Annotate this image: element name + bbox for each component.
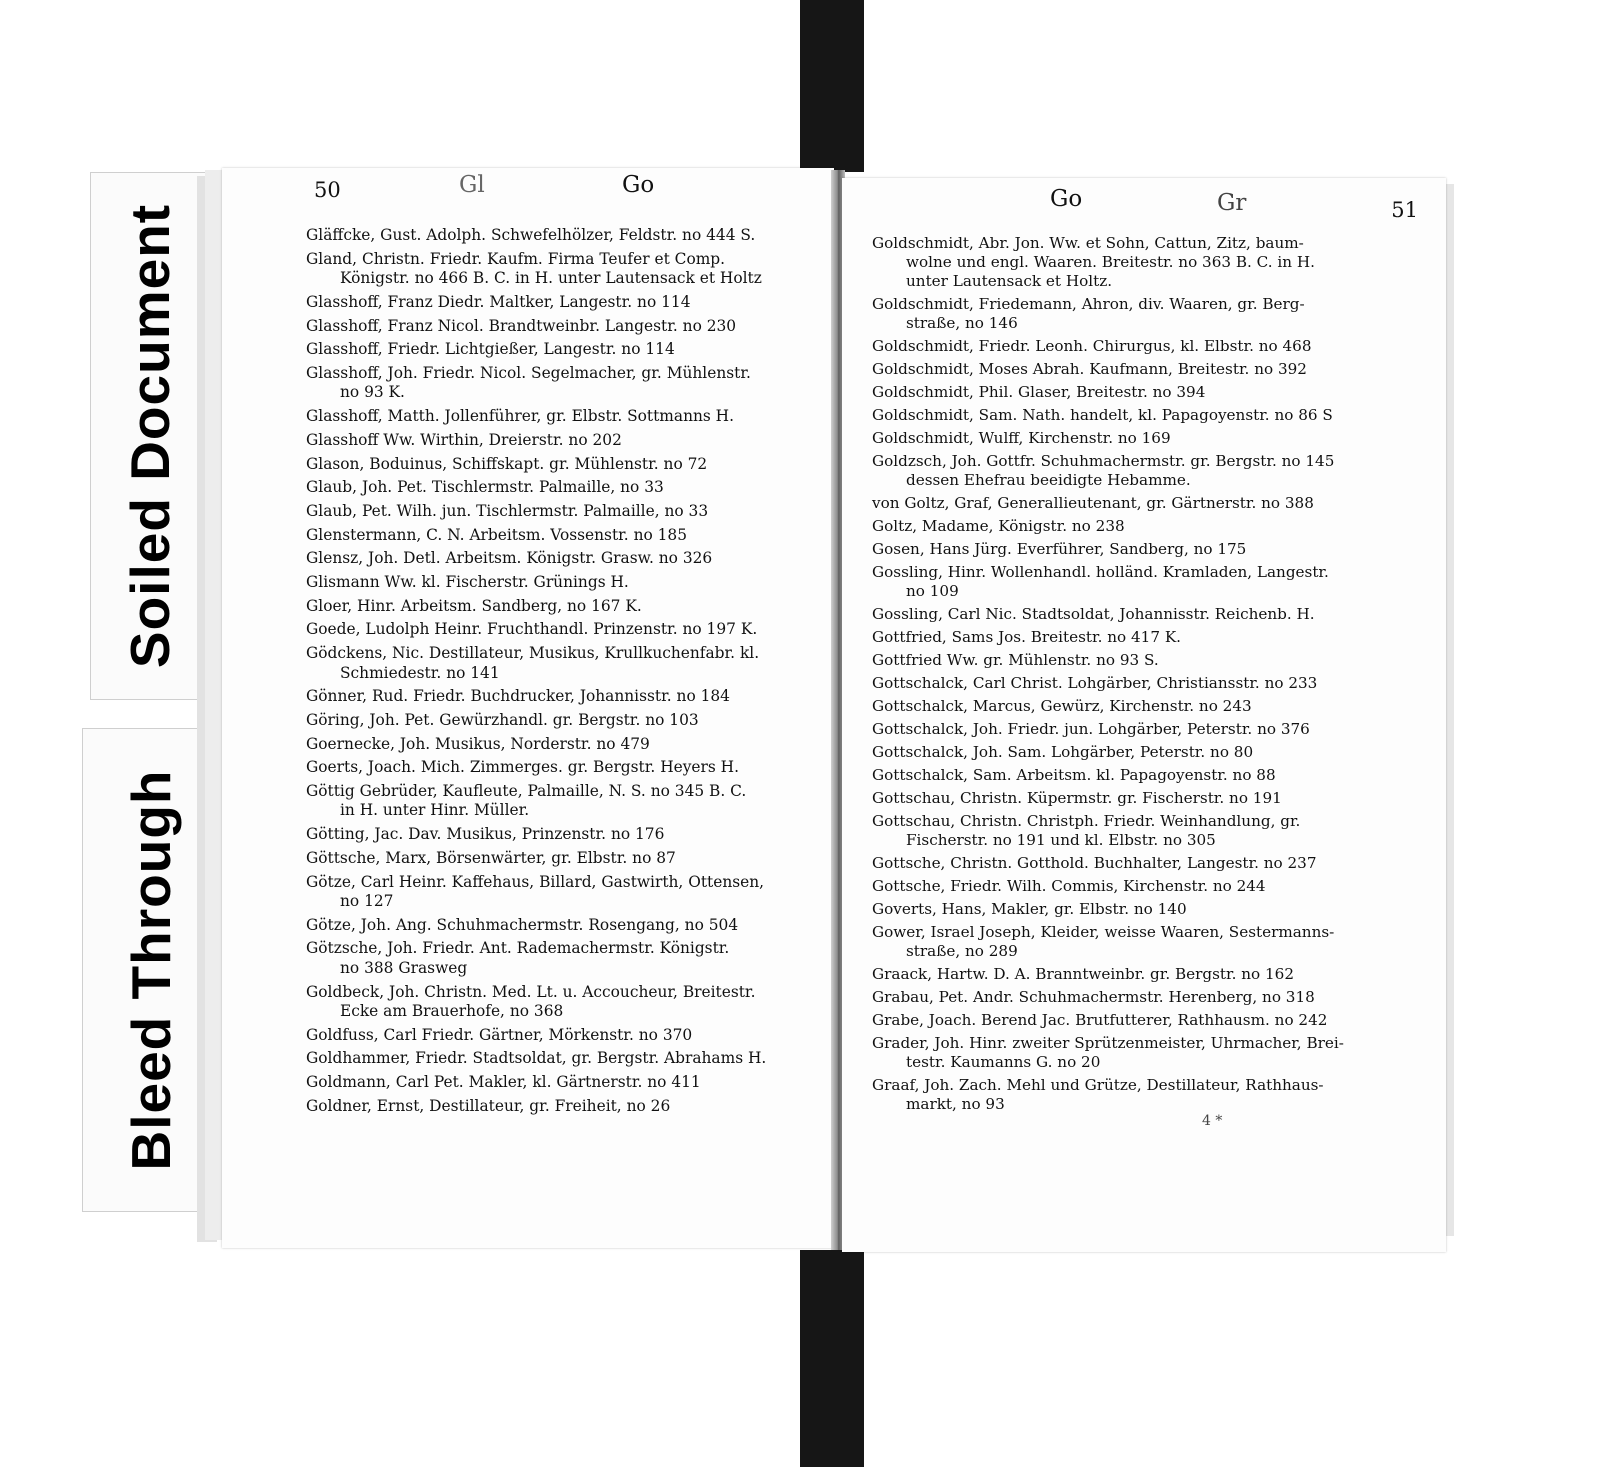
directory-entry: Goldner, Ernst, Destillateur, gr. Freiheit, no 26: [306, 1096, 671, 1115]
soiled-document-label: Soiled Document: [119, 203, 181, 669]
bleed-through-label: Bleed Through: [120, 769, 182, 1171]
soiled-document-tab: [90, 172, 210, 700]
signature-mark: 4 *: [1202, 1113, 1223, 1129]
directory-entry: Gottschalck, Sam. Arbeitsm. kl. Papagoyenstr. no 88: [872, 766, 1276, 784]
directory-entry: Goldhammer, Friedr. Stadtsoldat, gr. Bergstr. Abrahams H.: [306, 1049, 767, 1068]
directory-entry: Goerts, Joach. Mich. Zimmerges. gr. Bergstr. Heyers H.: [306, 758, 739, 777]
directory-entry: Goverts, Hans, Makler, gr. Elbstr. no 140: [872, 900, 1187, 918]
left-page: [222, 168, 834, 1248]
right-page: [842, 178, 1446, 1252]
directory-entry: Götze, Joh. Ang. Schuhmachermstr. Rosengang, no 504: [306, 915, 739, 934]
directory-entry: Goldschmidt, Sam. Nath. handelt, kl. Papagoyenstr. no 86 S: [872, 406, 1333, 424]
running-header-next: Gr: [1217, 190, 1247, 216]
directory-entry: Gottschalck, Joh. Sam. Lohgärber, Peterstr. no 80: [872, 743, 1254, 761]
directory-entry: Götze, Carl Heinr. Kaffehaus, Billard, Gastwirth, Ottensen, no 127: [306, 872, 765, 910]
directory-entry: Gottschalck, Carl Christ. Lohgärber, Christiansstr. no 233: [872, 674, 1318, 692]
directory-entry: Glaub, Pet. Wilh. jun. Tischlermstr. Palmaille, no 33: [306, 501, 709, 520]
directory-entry: Goede, Ludolph Heinr. Fruchthandl. Prinzenstr. no 197 K.: [306, 620, 758, 639]
directory-entry: Graaf, Joh. Zach. Mehl und Grütze, Destillateur, Rathhaus- markt, no 93: [872, 1076, 1324, 1113]
directory-entries: [872, 234, 1410, 1118]
directory-entry: Goernecke, Joh. Musikus, Norderstr. no 479: [306, 734, 650, 753]
directory-entries: [306, 226, 806, 1121]
directory-entry: Götting, Jac. Dav. Musikus, Prinzenstr. no 176: [306, 825, 665, 844]
directory-entry: Gloer, Hinr. Arbeitsm. Sandberg, no 167 K.: [306, 596, 642, 615]
directory-entry: von Goltz, Graf, Generallieutenant, gr. Gärtnerstr. no 388: [872, 494, 1314, 512]
directory-entry: Gottschalck, Marcus, Gewürz, Kirchenstr. no 243: [872, 697, 1252, 715]
directory-entry: Goldschmidt, Moses Abrah. Kaufmann, Breitestr. no 392: [872, 360, 1307, 378]
directory-entry: Goldschmidt, Wulff, Kirchenstr. no 169: [872, 429, 1171, 447]
directory-entry: Graack, Hartw. D. A. Branntweinbr. gr. Bergstr. no 162: [872, 965, 1295, 983]
directory-entry: Goldfuss, Carl Friedr. Gärtner, Mörkenstr. no 370: [306, 1025, 693, 1044]
directory-entry: Glason, Boduinus, Schiffskapt. gr. Mühlenstr. no 72: [306, 454, 708, 473]
directory-entry: Goldschmidt, Phil. Glaser, Breitestr. no 394: [872, 383, 1206, 401]
directory-entry: Gottsche, Christn. Gotthold. Buchhalter, Langestr. no 237: [872, 854, 1317, 872]
page-number: 50: [314, 178, 341, 202]
directory-entry: Goldschmidt, Friedr. Leonh. Chirurgus, kl. Elbstr. no 468: [872, 337, 1312, 355]
directory-entry: Gläffcke, Gust. Adolph. Schwefelhölzer, Feldstr. no 444 S.: [306, 226, 756, 244]
directory-entry: Glismann Ww. kl. Fischerstr. Grünings H.: [306, 572, 629, 591]
directory-entry: Goldmann, Carl Pet. Makler, kl. Gärtnerstr. no 411: [306, 1073, 701, 1092]
directory-entry: Glenstermann, C. N. Arbeitsm. Vossenstr. no 185: [306, 525, 688, 544]
directory-entry: Glasshoff Ww. Wirthin, Dreierstr. no 202: [306, 430, 622, 449]
directory-entry: Gottschau, Christn. Christph. Friedr. Weinhandlung, gr. Fischerstr. no 191 und kl. Elbstr. no 305: [872, 812, 1301, 849]
directory-entry: Grabau, Pet. Andr. Schuhmachermstr. Herenberg, no 318: [872, 988, 1315, 1006]
directory-entry: Grader, Joh. Hinr. zweiter Sprützenmeister, Uhrmacher, Brei- testr. Kaumanns G. no 20: [872, 1034, 1344, 1071]
binding-ribbon-bottom: [800, 1250, 864, 1467]
directory-entry: Gödckens, Nic. Destillateur, Musikus, Krullkuchenfabr. kl. Schmiedestr. no 141: [306, 644, 760, 682]
directory-entry: Götzsche, Joh. Friedr. Ant. Rademachermstr. Königstr. no 388 Grasweg: [306, 939, 730, 977]
directory-entry: Glasshoff, Franz Nicol. Brandtweinbr. Langestr. no 230: [306, 316, 737, 335]
running-header-faded: Gl: [459, 172, 485, 198]
directory-entry: Gottsche, Friedr. Wilh. Commis, Kirchenstr. no 244: [872, 877, 1266, 895]
directory-entry: Gönner, Rud. Friedr. Buchdrucker, Johannisstr. no 184: [306, 687, 730, 706]
directory-entry: Glensz, Joh. Detl. Arbeitsm. Königstr. Grasw. no 326: [306, 549, 713, 568]
directory-entry: Gottfried, Sams Jos. Breitestr. no 417 K.: [872, 628, 1181, 646]
directory-entry: Gossling, Carl Nic. Stadtsoldat, Johannisstr. Reichenb. H.: [872, 605, 1315, 623]
directory-entry: Gottfried Ww. gr. Mühlenstr. no 93 S.: [872, 651, 1159, 669]
directory-entry: Göring, Joh. Pet. Gewürzhandl. gr. Bergstr. no 103: [306, 710, 699, 729]
directory-entry: Glasshoff, Friedr. Lichtgießer, Langestr. no 114: [306, 340, 675, 359]
directory-entry: Gland, Christn. Friedr. Kaufm. Firma Teufer et Comp. Königstr. no 466 B. C. in H. unter Lautensack et Holtz: [306, 249, 762, 288]
directory-entry: Gosen, Hans Jürg. Everführer, Sandberg, no 175: [872, 540, 1247, 558]
running-header: Go: [1050, 186, 1083, 212]
directory-entry: Goldbeck, Joh. Christn. Med. Lt. u. Accoucheur, Breitestr. Ecke am Brauerhofe, no 368: [306, 982, 756, 1021]
directory-entry: Goldzsch, Joh. Gottfr. Schuhmachermstr. gr. Bergstr. no 145 dessen Ehefrau beeidigte Hebamme.: [872, 452, 1335, 489]
directory-entry: Grabe, Joach. Berend Jac. Brutfutterer, Rathhausm. no 242: [872, 1011, 1328, 1029]
directory-entry: Goltz, Madame, Königstr. no 238: [872, 517, 1125, 535]
directory-entry: Göttsche, Marx, Börsenwärter, gr. Elbstr. no 87: [306, 848, 676, 867]
directory-entry: Göttig Gebrüder, Kaufleute, Palmaille, N. S. no 345 B. C. in H. unter Hinr. Müller.: [306, 781, 747, 820]
binding-ribbon-top: [800, 0, 864, 172]
directory-entry: Gottschalck, Joh. Friedr. jun. Lohgärber, Peterstr. no 376: [872, 720, 1310, 738]
directory-entry: Glasshoff, Franz Diedr. Maltker, Langestr. no 114: [306, 292, 691, 311]
page-number: 51: [1391, 198, 1418, 222]
running-header: Go: [622, 172, 655, 198]
directory-entry: Gower, Israel Joseph, Kleider, weisse Waaren, Sestermanns- straße, no 289: [872, 923, 1335, 960]
directory-entry: Glaub, Joh. Pet. Tischlermstr. Palmaille, no 33: [306, 478, 664, 497]
directory-entry: Goldschmidt, Abr. Jon. Ww. et Sohn, Cattun, Zitz, baum- wolne und engl. Waaren. Breitestr. no 363 B. C. in H. unter Lautensack et Holtz.: [872, 234, 1315, 290]
directory-entry: Goldschmidt, Friedemann, Ahron, div. Waaren, gr. Berg- straße, no 146: [872, 295, 1305, 332]
directory-entry: Glasshoff, Matth. Jollenführer, gr. Elbstr. Sottmanns H.: [306, 407, 734, 426]
directory-entry: Glasshoff, Joh. Friedr. Nicol. Segelmacher, gr. Mühlenstr. no 93 K.: [306, 363, 751, 402]
directory-entry: Gossling, Hinr. Wollenhandl. holländ. Kramladen, Langestr. no 109: [872, 563, 1329, 600]
directory-entry: Gottschau, Christn. Küpermstr. gr. Fischerstr. no 191: [872, 789, 1282, 807]
